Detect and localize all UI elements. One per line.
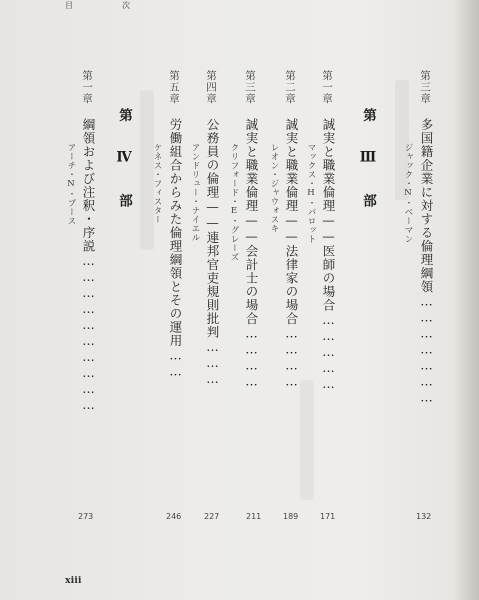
chapter-title: 誠実と職業倫理——会計士の場合………… (244, 118, 259, 390)
header-mark-right: 次 (122, 1, 130, 10)
page-number: 132 (416, 512, 432, 521)
chapter-label: 第二章 (284, 70, 296, 105)
page-number: 189 (283, 512, 299, 521)
part-heading: 第 Ⅲ 部 (360, 108, 376, 213)
folio-number: xiii (65, 575, 82, 586)
chapter-label: 第三章 (244, 70, 256, 105)
chapter-title: 誠実と職業倫理——医師の場合…………… (321, 118, 336, 392)
chapter-label: 第一章 (81, 70, 93, 105)
chapter-author: クリフォード・E・グレーズ (229, 143, 239, 262)
chapter-author: アンドリュー・ナイエル (190, 143, 200, 242)
page-number: 227 (204, 512, 220, 521)
header-mark-left: 目 (65, 1, 73, 10)
chapter-author: ケネス・フィスター (152, 143, 162, 224)
page-number: 171 (320, 512, 336, 521)
chapter-title: 多国籍企業に対する倫理綱領………………… (419, 118, 434, 406)
chapter-label: 第三章 (419, 70, 431, 105)
chapter-title: 綱領および注釈・序説………………………… (81, 118, 96, 413)
page-number: 246 (166, 512, 182, 521)
chapter-author: アーチ・N・ブース (66, 143, 76, 226)
chapter-title: 公務員の倫理——連邦官吏規則批判……… (205, 118, 220, 387)
chapter-label: 第一章 (321, 70, 333, 105)
page-number: 211 (246, 512, 262, 521)
chapter-author: レオン・ジャウォスキ (269, 143, 279, 233)
chapter-title: 労働組合からみた倫理綱領とその運用…… (168, 118, 183, 380)
page-edge-shadow (453, 0, 479, 600)
chapter-label: 第四章 (205, 70, 217, 105)
show-through-3 (300, 380, 314, 500)
chapter-author: マックス・H・パロット (306, 143, 316, 244)
chapter-author: ジャック・N・ベーマン (403, 143, 413, 244)
chapter-title: 誠実と職業倫理——法律家の場合………… (284, 118, 299, 390)
part-heading: 第 Ⅳ 部 (116, 108, 132, 213)
page-number: 273 (78, 512, 94, 521)
chapter-label: 第五章 (168, 70, 180, 105)
